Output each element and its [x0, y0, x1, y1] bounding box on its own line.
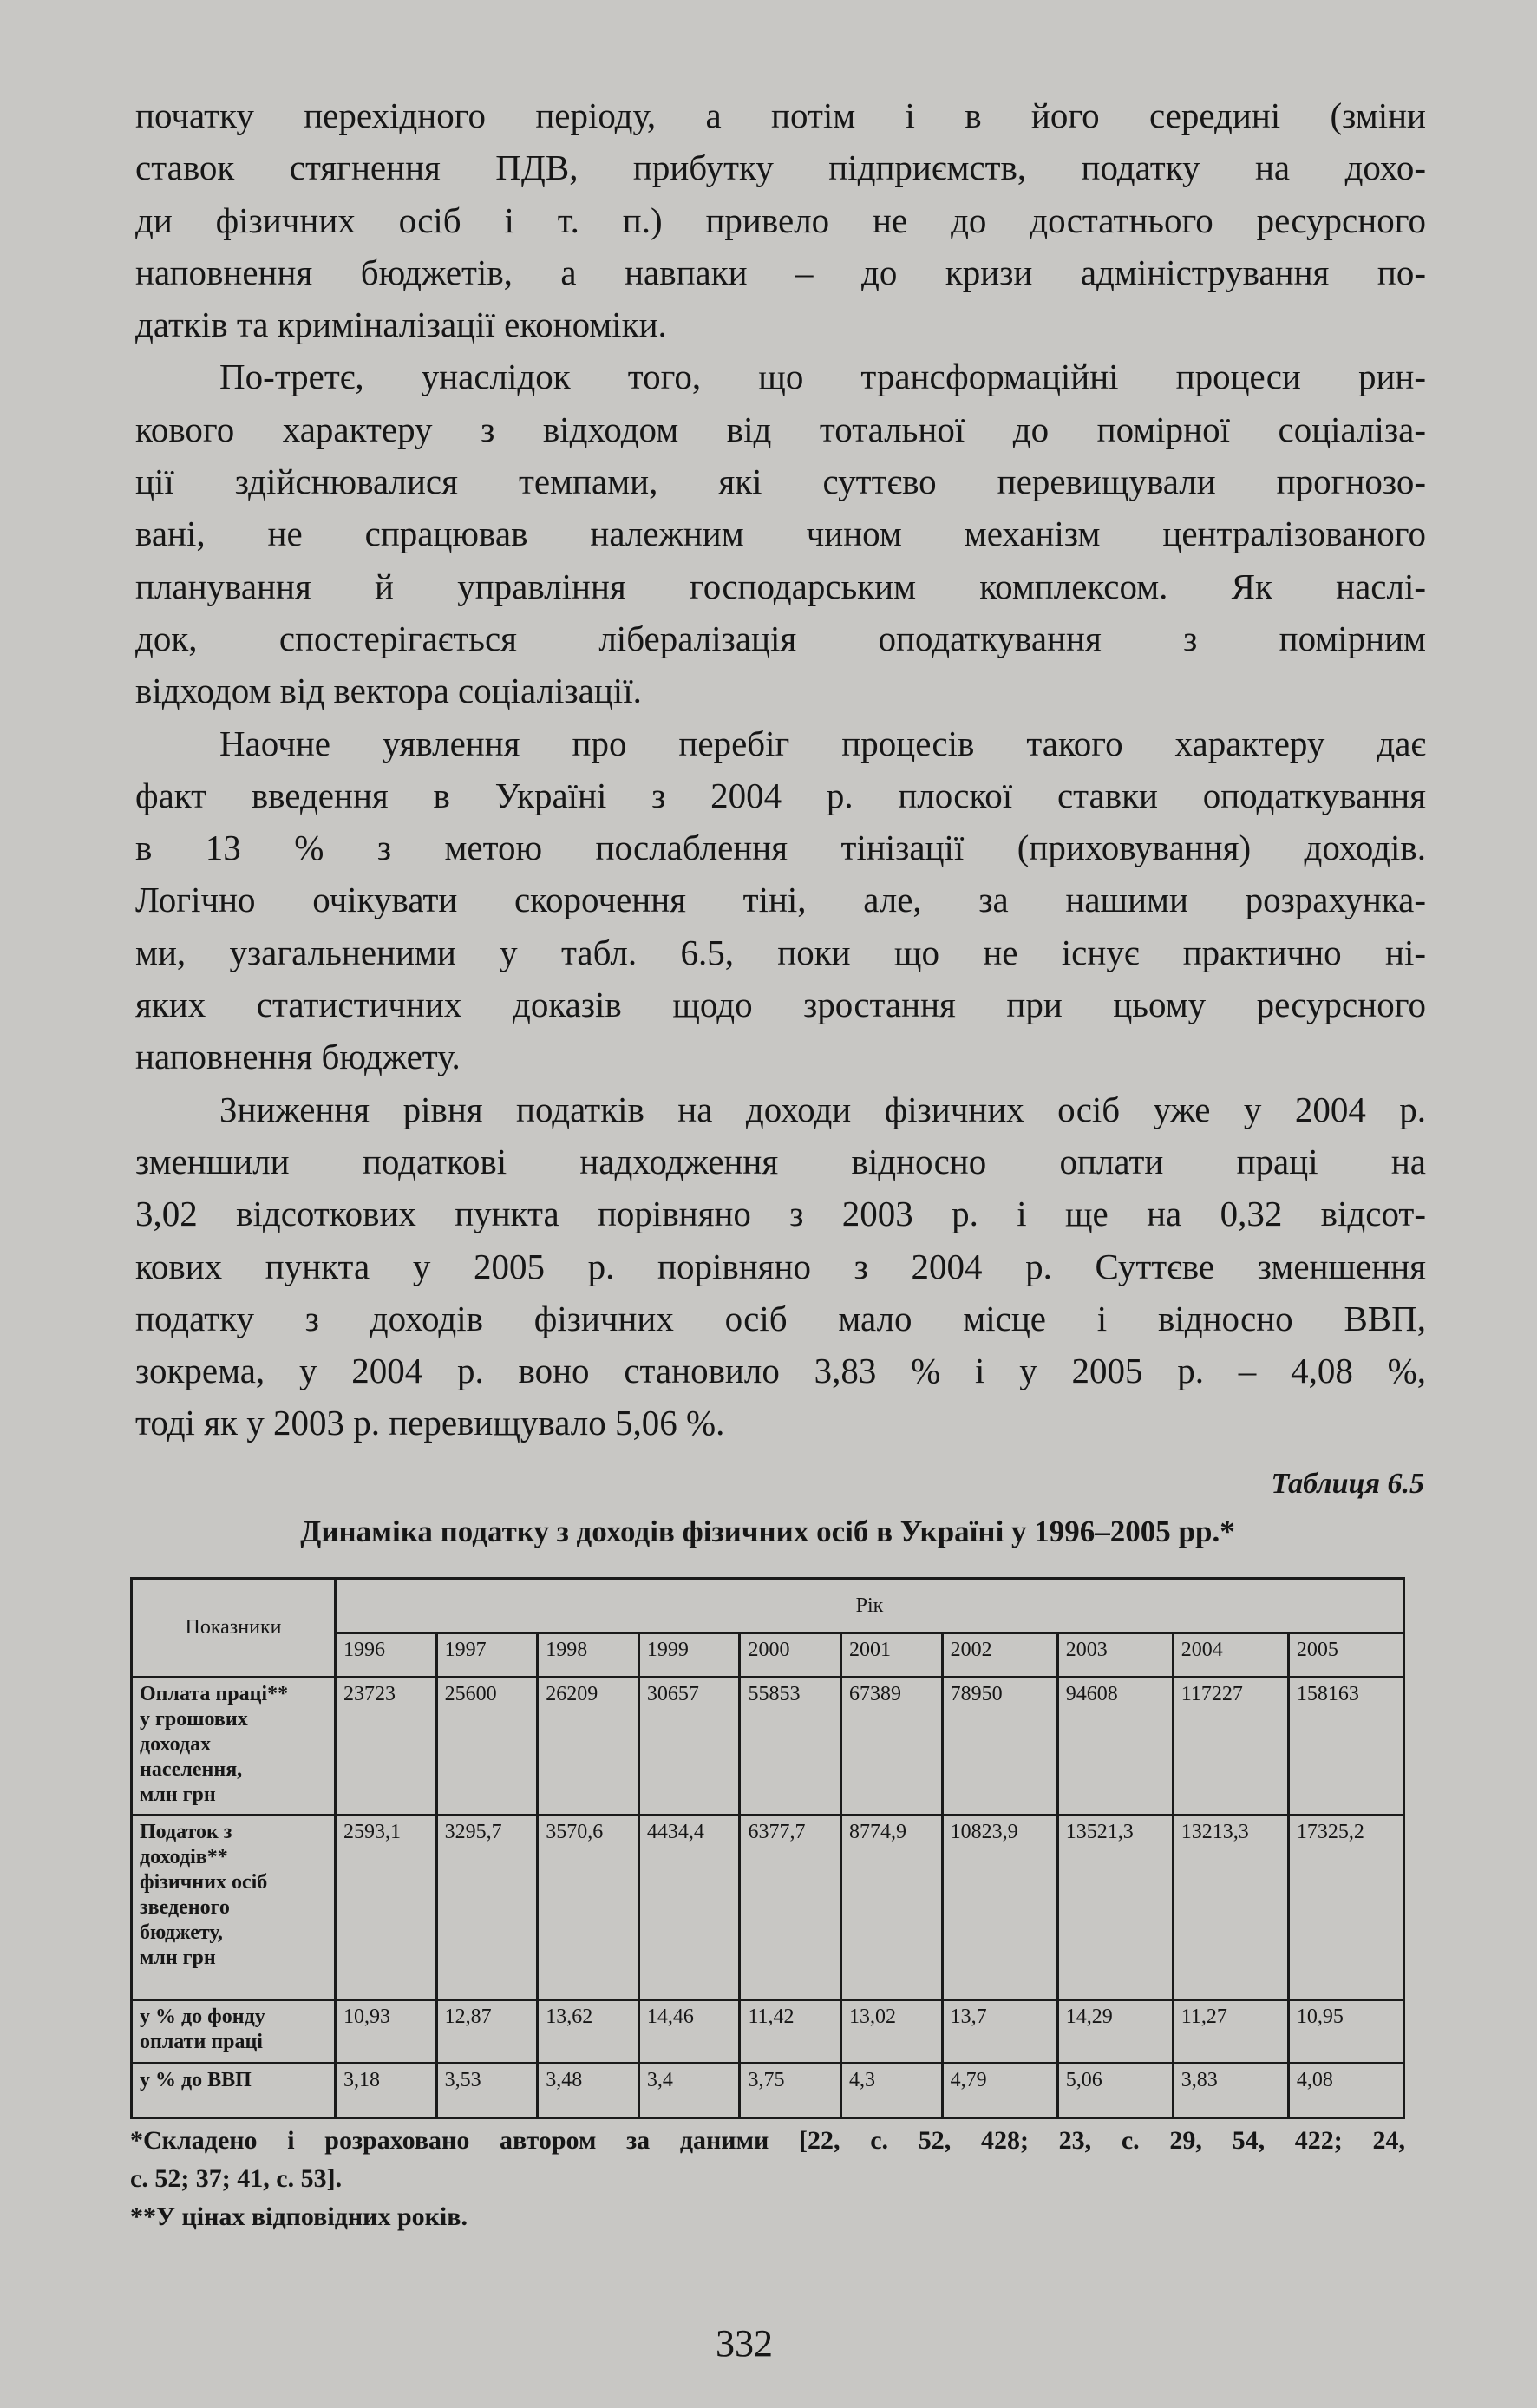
table-cell: 4,79 [942, 2064, 1057, 2118]
table-cell: 158163 [1288, 1678, 1403, 1816]
table-cell: 4434,4 [638, 1816, 740, 2000]
table-cell: 3,83 [1173, 2064, 1288, 2118]
table-title: Динаміка податку з доходів фізичних осіб в Україні у 1996–2005 рр.* [300, 1515, 1235, 1548]
row-label-line: оплати праці [140, 2031, 263, 2053]
text-line: ди фізичних осіб і т. п.) привело не до достатнього ресурсного [135, 200, 1426, 240]
year-header: 2005 [1288, 1633, 1403, 1678]
text-line: факт введення в Україні з 2004 р. плоскої ставки оподаткування [135, 775, 1426, 815]
text-line: зокрема, у 2004 р. воно становило 3,83 % і у 2005 р. – 4,08 %, [135, 1351, 1426, 1391]
row-label [132, 1816, 336, 2000]
row-label-line: бюджету, [140, 1921, 223, 1944]
table-cell: 3,75 [740, 2064, 841, 2118]
table-cell: 10823,9 [942, 1816, 1057, 2000]
table-cell: 30657 [638, 1678, 740, 1816]
table-cell: 14,46 [638, 2000, 740, 2064]
footnote [130, 2122, 1405, 2198]
table-cell: 3,18 [336, 2064, 437, 2118]
row-label-line: фізичних осіб [140, 1871, 268, 1894]
table-cell: 10,95 [1288, 2000, 1403, 2064]
paragraph [135, 89, 1426, 350]
table-cell: 4,08 [1288, 2064, 1403, 2118]
text-line: ми, узагальненими у табл. 6.5, поки що не існує практично ні- [135, 932, 1426, 972]
footnote-line: **У цінах відповідних років. [130, 2202, 468, 2231]
year-header: 2004 [1173, 1633, 1288, 1678]
text-line: податку з доходів фізичних осіб мало місце і відносно ВВП, [135, 1298, 1426, 1338]
text-line: ставок стягнення ПДВ, прибутку підприємств, податку на дохо- [135, 147, 1426, 188]
row-label-line: млн грн [140, 1783, 216, 1806]
year-header: 2001 [841, 1633, 943, 1678]
text-line: зменшили податкові надходження відносно оплати праці на [135, 1141, 1426, 1181]
table-cell: 3,48 [538, 2064, 639, 2118]
row-label-line: у % до фонду [140, 2006, 265, 2028]
row-label [132, 2064, 336, 2118]
table-cell: 3,53 [436, 2064, 538, 2118]
table-cell: 10,93 [336, 2000, 437, 2064]
table-cell: 117227 [1173, 1678, 1288, 1816]
table-cell: 3570,6 [538, 1816, 639, 2000]
table-cell: 14,29 [1057, 2000, 1173, 2064]
text-line: наповнення бюджету. [135, 1037, 461, 1077]
table-row [132, 1678, 1404, 1816]
table-cell: 13,7 [942, 2000, 1057, 2064]
row-label-line: Податок з [140, 1821, 232, 1843]
text-line: ції здійснювалися темпами, які суттєво перевищували прогнозо- [135, 461, 1426, 502]
table-cell: 11,42 [740, 2000, 841, 2064]
table-cell: 4,3 [841, 2064, 943, 2118]
row-label-line: доходів** [140, 1846, 228, 1868]
text-line: початку перехідного періоду, а потім і в його середині (зміни [135, 95, 1426, 135]
year-header: 1997 [436, 1633, 538, 1678]
table-row [132, 1816, 1404, 2000]
tax-table [130, 1577, 1405, 2119]
table-cell: 13213,3 [1173, 1816, 1288, 2000]
paragraph [135, 350, 1426, 717]
table-cell: 2593,1 [336, 1816, 437, 2000]
table-cell: 6377,7 [740, 1816, 841, 2000]
table-caption: Таблиця 6.5 [1271, 1468, 1424, 1500]
row-label-line: у грошових [140, 1708, 248, 1731]
year-header: 2003 [1057, 1633, 1173, 1678]
paragraph [135, 1083, 1426, 1449]
year-header: 1996 [336, 1633, 437, 1678]
text-line: Наочне уявлення про перебіг процесів такого характеру дає [219, 723, 1426, 763]
text-line: кового характеру з відходом від тотальної до помірної соціаліза- [135, 409, 1426, 449]
table-cell: 23723 [336, 1678, 437, 1816]
table-cell: 5,06 [1057, 2064, 1173, 2118]
footnote-line: с. 52; 37; 41, с. 53]. [130, 2164, 343, 2193]
text-line: в 13 % з метою послаблення тінізації (приховування) доходів. [135, 828, 1426, 868]
row-label-line: Оплата праці** [140, 1683, 289, 1705]
year-header: 2000 [740, 1633, 841, 1678]
table-cell: 3295,7 [436, 1816, 538, 2000]
text-line: яких статистичних доказів щодо зростання при цьому ресурсного [135, 985, 1426, 1025]
row-label-line: млн грн [140, 1947, 216, 1969]
paragraph [135, 717, 1426, 1083]
year-header: 1999 [638, 1633, 740, 1678]
table-cell: 3,4 [638, 2064, 740, 2118]
table-cell: 13521,3 [1057, 1816, 1173, 2000]
row-label-line: у % до ВВП [140, 2069, 252, 2091]
text-line: кових пункта у 2005 р. порівняно з 2004 р. Суттєве зменшення [135, 1246, 1426, 1286]
table-row [132, 2064, 1404, 2118]
text-line: датків та криміналізації економіки. [135, 304, 667, 345]
text-line: По-третє, унаслідок того, що трансформаційні процеси рин- [219, 357, 1426, 397]
table-cell: 12,87 [436, 2000, 538, 2064]
table-cell: 13,62 [538, 2000, 639, 2064]
table-cell: 94608 [1057, 1678, 1173, 1816]
text-line: Логічно очікувати скорочення тіні, але, за нашими розрахунка- [135, 880, 1426, 920]
label-header: Показники [132, 1579, 336, 1678]
text-line: планування й управління господарським комплексом. Як наслі- [135, 566, 1426, 606]
year-header: 1998 [538, 1633, 639, 1678]
table-cell: 78950 [942, 1678, 1057, 1816]
year-group-header: Рік [336, 1579, 1404, 1633]
page-number: 332 [716, 2322, 773, 2365]
table-cell: 11,27 [1173, 2000, 1288, 2064]
row-label-line: зведеного [140, 1896, 230, 1919]
body-text [135, 89, 1426, 1449]
table-row [132, 2000, 1404, 2064]
table-cell: 25600 [436, 1678, 538, 1816]
table-cell: 55853 [740, 1678, 841, 1816]
text-line: док, спостерігається лібералізація оподаткування з помірним [135, 618, 1426, 658]
table-cell: 8774,9 [841, 1816, 943, 2000]
footnote [130, 2198, 1405, 2236]
text-line: 3,02 відсоткових пункта порівняно з 2003 р. і ще на 0,32 відсот- [135, 1194, 1426, 1234]
table-cell: 17325,2 [1288, 1816, 1403, 2000]
row-label [132, 1678, 336, 1816]
footnote-line: *Складено і розраховано автором за даними [22, с. 52, 428; 23, с. 29, 54, 422; 24, [130, 2126, 1405, 2155]
table-cell: 67389 [841, 1678, 943, 1816]
row-label [132, 2000, 336, 2064]
footnotes [130, 2122, 1405, 2236]
text-line: наповнення бюджетів, а навпаки – до кризи адміністрування по- [135, 252, 1426, 292]
year-header: 2002 [942, 1633, 1057, 1678]
text-line: Зниження рівня податків на доходи фізичних осіб уже у 2004 р. [219, 1089, 1426, 1129]
row-label-line: доходах [140, 1733, 212, 1756]
table-cell: 13,02 [841, 2000, 943, 2064]
text-line: відходом від вектора соціалізації. [135, 671, 642, 711]
row-label-line: населення, [140, 1758, 243, 1781]
text-line: вані, не спрацював належним чином механізм централізованого [135, 514, 1426, 554]
text-line: тоді як у 2003 р. перевищувало 5,06 %. [135, 1403, 725, 1443]
table-cell: 26209 [538, 1678, 639, 1816]
